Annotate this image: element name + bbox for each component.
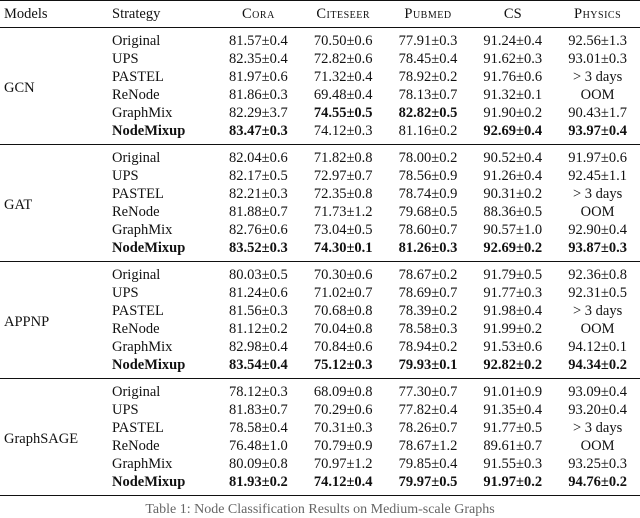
result-cell: 91.98±0.4 <box>483 303 543 319</box>
result-cell: 72.97±0.7 <box>313 168 373 184</box>
result-cell: 81.86±0.3 <box>229 87 288 103</box>
strategy-name: GraphMix <box>112 105 173 121</box>
strategy-name: GraphMix <box>112 456 173 472</box>
result-cell: 70.68±0.8 <box>313 303 373 319</box>
result-cell: 81.57±0.4 <box>229 33 288 49</box>
result-cell: 94.12±0.1 <box>568 339 627 355</box>
header-models: Models <box>4 6 48 22</box>
result-cell: 93.01±0.3 <box>568 51 627 67</box>
result-cell: 70.31±0.3 <box>313 420 373 436</box>
result-cell: 93.20±0.4 <box>568 402 627 418</box>
result-cell: 82.76±0.6 <box>229 222 288 238</box>
strategy-name: GraphMix <box>112 339 173 355</box>
result-cell: 91.01±0.9 <box>483 384 543 400</box>
model-name: GAT <box>4 197 33 213</box>
result-cell: 82.29±3.7 <box>229 105 288 121</box>
result-cell: 78.00±0.2 <box>398 150 458 166</box>
model-group <box>0 28 640 145</box>
result-cell: 81.93±0.2 <box>229 474 288 490</box>
result-cell: 77.91±0.3 <box>398 33 458 49</box>
result-cell: 90.43±1.7 <box>568 105 627 121</box>
result-cell: 77.30±0.7 <box>398 384 458 400</box>
result-cell: > 3 days <box>572 186 623 202</box>
result-cell: 74.55±0.5 <box>313 105 373 121</box>
result-cell: 92.69±0.4 <box>483 123 543 139</box>
result-cell: 91.62±0.3 <box>483 51 543 67</box>
result-cell: 78.13±0.7 <box>398 87 458 103</box>
result-cell: 81.88±0.7 <box>229 204 288 220</box>
result-cell: 92.56±1.3 <box>568 33 627 49</box>
strategy-name: NodeMixup <box>112 240 186 256</box>
result-cell: 92.82±0.2 <box>483 357 543 373</box>
result-cell: 78.94±0.2 <box>398 339 458 355</box>
strategy-name: Original <box>112 150 161 166</box>
result-cell: 93.87±0.3 <box>568 240 627 256</box>
strategy-name: ReNode <box>112 204 160 220</box>
result-cell: 93.25±0.3 <box>568 456 627 472</box>
result-cell: 76.48±1.0 <box>229 438 288 454</box>
result-cell: 91.53±0.6 <box>483 339 543 355</box>
result-cell: > 3 days <box>572 303 623 319</box>
result-cell: 81.56±0.3 <box>229 303 288 319</box>
result-cell: 78.58±0.4 <box>229 420 288 436</box>
result-cell: 89.61±0.7 <box>483 438 543 454</box>
result-cell: 70.84±0.6 <box>313 339 373 355</box>
strategy-name: PASTEL <box>112 303 164 319</box>
result-cell: 83.47±0.3 <box>229 123 288 139</box>
result-cell: 78.58±0.3 <box>398 321 458 337</box>
header-citeseer: Citeseer <box>316 6 371 22</box>
result-cell: 93.09±0.4 <box>568 384 627 400</box>
result-cell: 71.32±0.4 <box>313 69 373 85</box>
result-cell: 94.34±0.2 <box>568 357 627 373</box>
result-cell: 78.56±0.9 <box>398 168 458 184</box>
result-cell: > 3 days <box>572 69 623 85</box>
result-cell: 72.35±0.8 <box>313 186 373 202</box>
strategy-name: Original <box>112 267 161 283</box>
result-cell: OOM <box>580 87 615 103</box>
result-cell: 92.36±0.8 <box>568 267 627 283</box>
result-cell: 91.79±0.5 <box>483 267 543 283</box>
result-cell: 71.73±1.2 <box>313 204 373 220</box>
result-cell: 82.98±0.4 <box>229 339 288 355</box>
result-cell: 79.68±0.5 <box>398 204 458 220</box>
result-cell: 75.12±0.3 <box>313 357 373 373</box>
result-cell: 91.32±0.1 <box>483 87 543 103</box>
result-cell: 73.04±0.5 <box>313 222 373 238</box>
result-cell: 91.97±0.2 <box>483 474 543 490</box>
result-cell: 94.76±0.2 <box>568 474 627 490</box>
result-cell: 83.54±0.4 <box>229 357 288 373</box>
model-name: GraphSAGE <box>4 431 79 447</box>
result-cell: 82.04±0.6 <box>229 150 288 166</box>
result-cell: 91.99±0.2 <box>483 321 543 337</box>
result-cell: 91.55±0.3 <box>483 456 543 472</box>
result-cell: 81.83±0.7 <box>229 402 288 418</box>
model-name: GCN <box>4 80 35 96</box>
result-cell: 90.57±1.0 <box>483 222 543 238</box>
result-cell: 70.29±0.6 <box>313 402 373 418</box>
result-cell: OOM <box>580 438 615 454</box>
result-cell: 82.17±0.5 <box>229 168 288 184</box>
header-strategy: Strategy <box>112 6 161 22</box>
result-cell: 70.04±0.8 <box>313 321 373 337</box>
result-cell: 78.26±0.7 <box>398 420 458 436</box>
result-cell: 91.24±0.4 <box>483 33 543 49</box>
strategy-name: GraphMix <box>112 222 173 238</box>
strategy-name: NodeMixup <box>112 123 186 139</box>
strategy-name: Original <box>112 384 161 400</box>
result-cell: 78.45±0.4 <box>398 51 458 67</box>
result-cell: 92.45±1.1 <box>568 168 627 184</box>
strategy-name: PASTEL <box>112 69 164 85</box>
result-cell: 91.90±0.2 <box>483 105 543 121</box>
result-cell: 74.12±0.3 <box>313 123 373 139</box>
table-row <box>0 379 640 402</box>
result-cell: 71.02±0.7 <box>313 285 373 301</box>
header-cora: Cora <box>242 6 275 22</box>
result-cell: 90.52±0.4 <box>483 150 543 166</box>
result-cell: 70.79±0.9 <box>313 438 373 454</box>
header-row <box>0 1 640 28</box>
result-cell: 92.69±0.2 <box>483 240 543 256</box>
strategy-name: UPS <box>112 51 139 67</box>
result-cell: 91.26±0.4 <box>483 168 543 184</box>
result-cell: 78.39±0.2 <box>398 303 458 319</box>
result-cell: 78.92±0.2 <box>398 69 458 85</box>
strategy-name: NodeMixup <box>112 474 186 490</box>
table-header <box>0 1 640 28</box>
result-cell: 69.48±0.4 <box>313 87 373 103</box>
result-cell: 91.77±0.5 <box>483 420 543 436</box>
header-physics: Physics <box>574 6 622 22</box>
strategy-name: ReNode <box>112 438 160 454</box>
result-cell: 92.31±0.5 <box>568 285 627 301</box>
strategy-name: UPS <box>112 285 139 301</box>
strategy-name: PASTEL <box>112 186 164 202</box>
result-cell: 88.36±0.5 <box>483 204 543 220</box>
result-cell: 82.82±0.5 <box>398 105 458 121</box>
header-cs: CS <box>503 6 522 22</box>
strategy-name: UPS <box>112 402 139 418</box>
result-cell: 71.82±0.8 <box>313 150 373 166</box>
result-cell: 79.85±0.4 <box>398 456 458 472</box>
result-cell: 68.09±0.8 <box>313 384 373 400</box>
result-cell: 70.97±1.2 <box>313 456 373 472</box>
result-cell: 91.76±0.6 <box>483 69 543 85</box>
result-cell: 81.26±0.3 <box>398 240 458 256</box>
result-cell: 81.16±0.2 <box>398 123 458 139</box>
table-row <box>0 145 640 168</box>
result-cell: 78.60±0.7 <box>398 222 458 238</box>
result-cell: 92.90±0.4 <box>568 222 627 238</box>
header-pubmed: Pubmed <box>404 6 452 22</box>
model-group <box>0 379 640 496</box>
model-group <box>0 145 640 262</box>
result-cell: 81.12±0.2 <box>229 321 288 337</box>
strategy-name: UPS <box>112 168 139 184</box>
strategy-name: PASTEL <box>112 420 164 436</box>
result-cell: 78.67±1.2 <box>398 438 458 454</box>
result-cell: 78.67±0.2 <box>398 267 458 283</box>
strategy-name: NodeMixup <box>112 357 186 373</box>
strategy-name: ReNode <box>112 87 160 103</box>
result-cell: 90.31±0.2 <box>483 186 543 202</box>
strategy-name: Original <box>112 33 161 49</box>
model-group <box>0 262 640 379</box>
result-cell: 79.93±0.1 <box>398 357 458 373</box>
result-cell: 70.50±0.6 <box>313 33 373 49</box>
result-cell: 79.97±0.5 <box>398 474 458 490</box>
strategy-name: ReNode <box>112 321 160 337</box>
result-cell: 78.69±0.7 <box>398 285 458 301</box>
result-cell: 80.03±0.5 <box>229 267 288 283</box>
result-cell: 83.52±0.3 <box>229 240 288 256</box>
table-caption: Table 1: Node Classification Results on Medium-scale Graphs <box>145 502 495 517</box>
result-cell: OOM <box>580 321 615 337</box>
result-cell: 91.77±0.3 <box>483 285 543 301</box>
result-cell: 91.97±0.6 <box>568 150 627 166</box>
result-cell: OOM <box>580 204 615 220</box>
result-cell: 93.97±0.4 <box>568 123 627 139</box>
result-cell: 70.30±0.6 <box>313 267 373 283</box>
result-cell: 74.30±0.1 <box>313 240 373 256</box>
result-cell: 91.35±0.4 <box>483 402 543 418</box>
table-row <box>0 28 640 51</box>
result-cell: 77.82±0.4 <box>398 402 458 418</box>
result-cell: 72.82±0.6 <box>313 51 373 67</box>
result-cell: 82.21±0.3 <box>229 186 288 202</box>
table-row <box>0 262 640 285</box>
result-cell: 78.12±0.3 <box>229 384 288 400</box>
result-cell: > 3 days <box>572 420 623 436</box>
result-cell: 80.09±0.8 <box>229 456 288 472</box>
result-cell: 81.97±0.6 <box>229 69 288 85</box>
result-cell: 78.74±0.9 <box>398 186 458 202</box>
result-cell: 82.35±0.4 <box>229 51 288 67</box>
model-name: APPNP <box>4 314 50 330</box>
result-cell: 81.24±0.6 <box>229 285 288 301</box>
result-cell: 74.12±0.4 <box>313 474 373 490</box>
